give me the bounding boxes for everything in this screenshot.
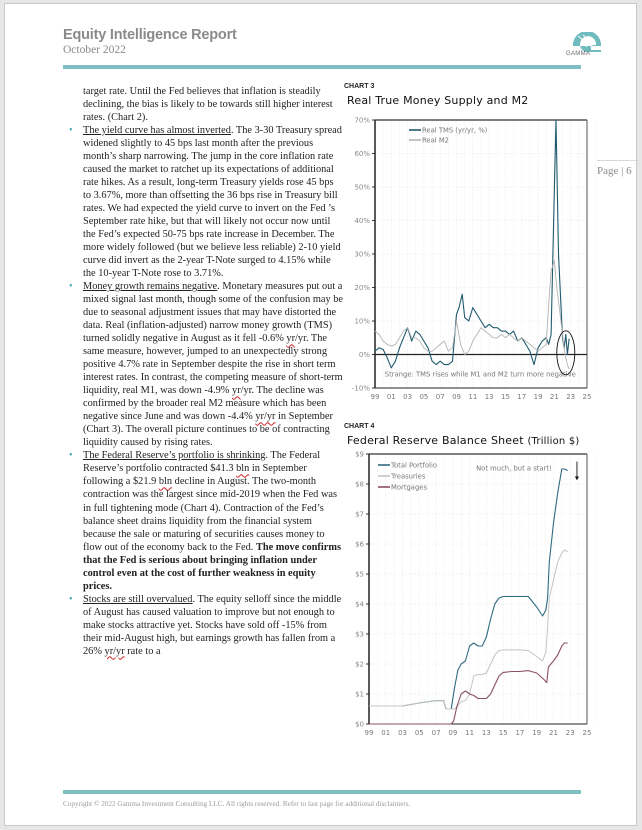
report-title: Equity Intelligence Report — [63, 27, 237, 43]
x-tick-label: 15 — [498, 729, 508, 737]
x-tick-label: 09 — [448, 729, 458, 737]
y-tick-label: $0 — [355, 720, 364, 729]
x-tick-label: 09 — [452, 393, 461, 401]
x-tick-label: 15 — [501, 393, 510, 401]
x-tick-label: 13 — [481, 729, 491, 737]
y-tick-label: 20% — [354, 284, 370, 292]
header-rule — [63, 65, 581, 69]
series-line-real-m2 — [375, 261, 569, 370]
x-tick-label: 07 — [431, 729, 441, 737]
series-line-total-portfolio — [369, 469, 568, 709]
x-tick-label: 11 — [468, 393, 478, 401]
bullet-dot-icon: • — [69, 593, 73, 605]
y-tick-label: 0% — [358, 351, 370, 359]
spellcheck-word[interactable]: yr/yr — [255, 411, 276, 423]
spellcheck-word[interactable]: bln — [158, 476, 173, 488]
x-tick-label: 17 — [517, 393, 527, 401]
x-tick-label: 23 — [566, 393, 576, 401]
y-tick-label: $6 — [355, 540, 364, 549]
bullet-text: in September (Chart 3). The overall picture continues to be of contracting liquidity caused by rising rates. — [83, 411, 333, 449]
legend-entry: Mortgages — [391, 483, 427, 492]
body-column — [69, 85, 343, 658]
spellcheck-word[interactable]: yr/yr — [104, 645, 125, 657]
x-tick-label: 99 — [364, 729, 374, 737]
chart3-label: CHART 3 — [344, 83, 375, 90]
bullet-heading: Stocks are still overvalued — [83, 593, 193, 605]
x-tick-label: 99 — [370, 393, 380, 401]
page-number: Page | 6 — [597, 165, 632, 177]
chart4-label: CHART 4 — [344, 423, 375, 430]
x-tick-label: 17 — [515, 729, 525, 737]
bullet-bold-text: The move confirms that the Fed is serious about bringing inflation under control even at the cost of further weakness in equity prices. — [83, 541, 341, 592]
chart4-plot — [336, 445, 596, 745]
spellcheck-word[interactable]: bln — [236, 463, 250, 475]
bullet-text: /yr. The same measure, however, jumped to an unexpectedly strong positive 4.7% rate in September despite the rise in short term interest rates. In contrast, the competing measure of short-term liquidity, real M1, was down -4.9% — [83, 333, 343, 397]
x-tick-label: 03 — [403, 393, 413, 401]
y-tick-label: $8 — [355, 480, 364, 489]
bullet-text: . Monetary measures put out a mixed signal last month, though some of the confusion may be due to seasonal adjustment issues that may have distorted the data. Real (inflation-adjusted) narrow money growth (TMS) turned solidly negative in August as it fell -0.6% — [83, 281, 343, 345]
spellcheck-word[interactable]: yr — [232, 385, 241, 397]
x-tick-label: 13 — [484, 393, 494, 401]
y-tick-label: $3 — [355, 630, 364, 639]
report-date: October 2022 — [63, 44, 126, 56]
y-tick-label: $1 — [355, 690, 364, 699]
logo-text: GAMMA — [566, 51, 591, 57]
legend-entry: Real M2 — [422, 136, 450, 145]
gamma-globe-logo-icon — [565, 32, 605, 64]
chart3-plot — [336, 110, 596, 410]
bullet-heading: The Federal Reserve’s portfolio is shrinking — [83, 450, 266, 462]
x-tick-label: 05 — [414, 729, 424, 737]
y-tick-label: 60% — [354, 150, 370, 158]
x-tick-label: 11 — [465, 729, 475, 737]
bullet-text: in September following a $21.9 — [83, 463, 307, 488]
x-tick-label: 03 — [398, 729, 407, 737]
bullet-yield-curve — [69, 124, 343, 280]
chart3-annotation: Strange: TMS rises while M1 and M2 turn more negative — [384, 370, 576, 379]
bullet-money-growth — [69, 280, 343, 449]
x-tick-label: 19 — [532, 729, 542, 737]
x-tick-label: 01 — [381, 729, 391, 737]
y-tick-label: $4 — [355, 600, 364, 609]
bullet-text: . The equity selloff since the middle of August has caused valuation to improve but not enough to make stocks attractive yet. Stocks have sold off -15% from their mid-August high, but earnings growth has fallen from a 26% — [83, 593, 342, 657]
bullet-text: /yr. The decline was confirmed by the broader real M2 measure which has been negative since June and was down -4.4% — [83, 385, 327, 423]
chart4-title-units: (Trillion $) — [527, 436, 580, 447]
bullet-dot-icon: • — [69, 125, 73, 137]
x-tick-label: 19 — [533, 393, 543, 401]
x-tick-label: 01 — [386, 393, 396, 401]
bullet-dot-icon: • — [69, 450, 73, 462]
y-tick-label: 30% — [354, 250, 370, 259]
report-page — [4, 3, 637, 826]
series-line-mortgages — [369, 643, 568, 724]
down-arrowhead-icon — [575, 477, 579, 481]
y-tick-label: 50% — [354, 183, 370, 192]
chart4-title-main: Federal Reserve Balance Sheet — [347, 434, 524, 447]
bullet-dot-icon: • — [69, 281, 73, 293]
legend-entry: Real TMS (yr/yr, %) — [422, 126, 488, 135]
legend-entry: Treasuries — [391, 472, 426, 481]
chart3-title: Real True Money Supply and M2 — [347, 94, 529, 107]
footer-rule — [63, 790, 581, 794]
y-tick-label: $9 — [355, 450, 364, 459]
x-tick-label: 25 — [582, 393, 592, 401]
y-tick-label: $7 — [355, 510, 364, 519]
y-tick-label: 10% — [354, 317, 370, 326]
x-tick-label: 25 — [582, 729, 592, 737]
y-tick-label: -10% — [351, 384, 370, 393]
x-tick-label: 21 — [549, 729, 558, 737]
spellcheck-word[interactable]: yr — [286, 333, 296, 345]
bullet-text: . The Federal Reserve’s portfolio contracted $41.3 — [83, 450, 321, 475]
y-tick-label: 70% — [354, 116, 370, 125]
bullet-text: . The 3-30 Treasury spread widened slightly to 45 bps last month after the previous month’s sharp narrowing. The jump in the core inflation rate caused the market to ratchet up its expectations of additional rate hikes. As a result, long-term Treasury yields rose 45 bps to 3.67%, more than offsetting the 36 bps rise in Treasury bill rates. We had expected the yield curve to invert on the Fed ’s September rate hike, but that will likely not occur now until the Fed’s expected 50-75 bps rate increase in December. The more widely followed (but we believe less reliable) 2-10 yield curve did invert as the 2-year T-Note surged to 4.15% while the 10-year T-Note rose to 3.71%. — [83, 125, 342, 280]
page-number-divider — [597, 160, 639, 161]
bullet-text: decline in August. The two-month contraction was the largest since mid-2019 when the Fed was in full tightening mode (Chart 4). Contraction of the Fed’s balance sheet drains liquidity from the financial system because the sale or maturing of securities causes money to flow out of the economy back to the Fed. — [83, 476, 338, 553]
intro-paragraph: target rate. Until the Fed believes that inflation is steadily declining, the bias is likely to be towards still higher interest rates. (Chart 2). — [83, 86, 333, 124]
bullet-text: rate to a — [124, 645, 161, 657]
y-tick-label: $5 — [355, 570, 364, 579]
legend-entry: Total Portfolio — [391, 461, 437, 470]
x-tick-label: 05 — [419, 393, 429, 401]
bullet-stocks-overvalued — [69, 593, 343, 658]
chart4-annotation: Not much, but a start! — [476, 464, 552, 473]
bullet-heading: The yield curve has almost inverted — [83, 125, 231, 137]
y-tick-label: 40% — [354, 217, 370, 225]
bullet-heading: Money growth remains negative — [83, 281, 218, 293]
x-tick-label: 21 — [549, 393, 559, 401]
y-tick-label: $2 — [355, 660, 364, 669]
x-tick-label: 07 — [435, 393, 445, 401]
bullet-fed-portfolio — [69, 449, 343, 592]
x-tick-label: 23 — [565, 729, 575, 737]
copyright-footer: Copyright © 2022 Gamma Investment Consulting LLC. All rights reserved. Refer to last page for additional disclaimers. — [63, 800, 411, 808]
